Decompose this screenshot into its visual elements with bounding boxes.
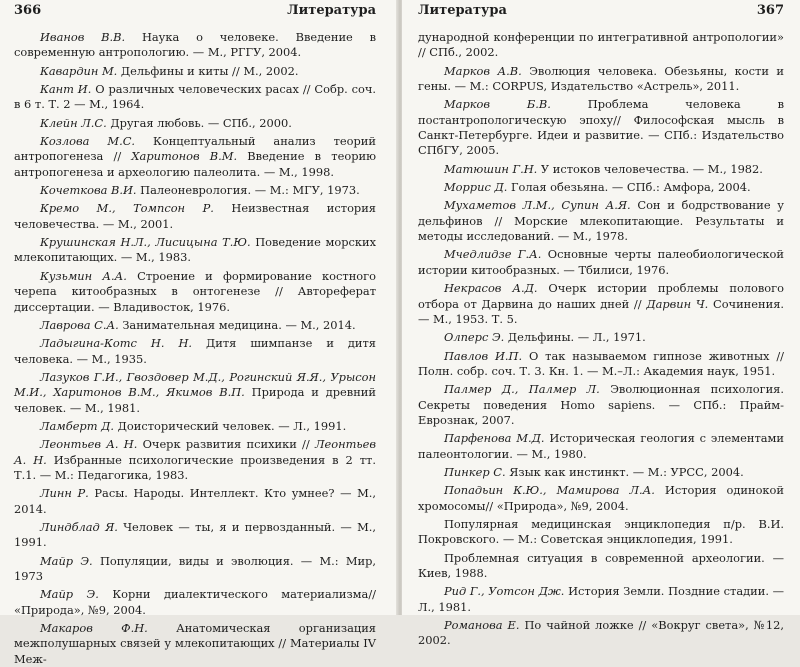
reference-author: Матюшин Г.Н. <box>444 161 538 176</box>
reference-entry <box>14 134 376 180</box>
reference-entry <box>418 64 784 95</box>
reference-text: Дитя шимпанзе и дитя человека. — М., 1935. <box>14 336 376 366</box>
reference-text: Человек — ты, я и первозданный. — М., 1991. <box>14 519 376 550</box>
left-page <box>0 0 398 666</box>
left-page-number: 366 <box>14 3 42 18</box>
reference-entry <box>418 330 784 345</box>
reference-author: Парфенова М.Д. <box>444 431 545 446</box>
reference-entry <box>14 183 376 198</box>
reference-entry <box>14 621 376 667</box>
reference-author: Романова Е. <box>444 618 520 633</box>
reference-text: Сочинения. — М., 1953. Т. 5. <box>418 296 784 326</box>
reference-text: Природа и древний человек. — М., 1981. <box>14 385 376 415</box>
right-page-number: 367 <box>756 3 784 18</box>
reference-text: Популярная медицинская энциклопедия п/р. В.И. Покровского. — М.: Советская энциклопедия, 1991. <box>418 516 784 547</box>
reference-entry <box>418 382 784 428</box>
reference-author: Крушинская Н.Л., Лисицына Т.Ю. <box>40 235 251 250</box>
reference-text: Занимательная медицина. — М., 2014. <box>118 317 356 332</box>
right-page <box>402 0 800 648</box>
reference-author: Кузьмин А.А. <box>40 268 127 283</box>
reference-text: Анатомическая организация межполушарных связей у млекопитающих // Материалы IV Меж- <box>14 621 376 666</box>
reference-author: Лазуков Г.И., Гвоздовер М.Д., Рогинский Я.Я., Урысон М.И., Харитонов В.М., Якимов В.П. <box>14 369 376 400</box>
reference-author: Леонтьев А. Н. <box>40 437 138 452</box>
reference-entry <box>14 116 376 131</box>
left-running-title: Литература <box>287 3 376 18</box>
reference-entry <box>418 584 784 615</box>
reference-author: Некрасов А.Д. <box>444 281 538 296</box>
reference-text: Наука о человеке. Введение в современную антропологию. — М., РГГУ, 2004. <box>14 30 376 60</box>
reference-entry <box>14 30 376 61</box>
reference-entry <box>14 437 376 483</box>
reference-text: Проблема человека в постантропологическую эпоху// Философская мысль в Санкт-Петербурге. Идеи и развитие. — СПб.: Издательство СПбГУ, 2005. <box>418 97 785 158</box>
reference-entry <box>14 419 376 434</box>
reference-entry <box>418 618 784 649</box>
reference-entry <box>14 587 376 618</box>
reference-text: О так называемом гипнозе животных // Полн. собр. соч. Т. 3. Кн. 1. — М.–Л.: Академия наук, 1951. <box>418 348 784 378</box>
right-running-title: Литература <box>418 3 507 18</box>
reference-author: Клейн Л.С. <box>40 115 107 130</box>
left-page-header <box>14 2 376 20</box>
reference-entry <box>14 486 376 517</box>
reference-text: Язык как инстинкт. — М.: УРСС, 2004. <box>505 464 744 479</box>
reference-text: Другая любовь. — СПб., 2000. <box>106 115 292 130</box>
reference-author: Палмер Д., Палмер Л. <box>444 382 600 397</box>
reference-entry <box>14 235 376 266</box>
reference-text: Поведение морских млекопитающих. — М., 1983. <box>14 235 376 265</box>
reference-author: Майр Э. <box>40 553 93 568</box>
reference-author: Козлова М.С. <box>40 134 136 149</box>
reference-author: Леонтьев А. Н. <box>14 437 376 467</box>
reference-text: Доисторический человек. — Л., 1991. <box>114 418 347 433</box>
reference-entry <box>418 517 784 548</box>
reference-author: Ладыгина-Котс Н. Н. <box>40 336 192 351</box>
reference-author: Мухаметов Л.М., Супин А.Я. <box>444 198 631 213</box>
reference-author: Харитонов В.М. <box>131 149 238 164</box>
reference-text: Основные черты палеобиологической истории китообразных. — Тбилиси, 1976. <box>418 247 784 277</box>
reference-text: Эволюционная психология. Секреты поведения Homo sapiens. — СПб.: Прайм-Еврознак, 2007. <box>418 382 784 427</box>
reference-author: Кремо М., Томпсон Р. <box>40 201 214 216</box>
reference-text: Введение в теорию антропогенеза и археологию палеолита. — М., 1998. <box>14 149 376 179</box>
reference-author: Попадьин К.Ю., Мамирова Л.А. <box>444 483 655 498</box>
reference-text: Палеоневрология. — М.: МГУ, 1973. <box>136 183 360 198</box>
reference-text: Очерк развития психики // <box>137 437 315 452</box>
right-reference-list <box>418 64 784 649</box>
reference-entry <box>418 281 784 327</box>
reference-text: Очерк истории проблемы полового отбора от Дарвина до наших дней // <box>418 281 784 311</box>
reference-entry <box>418 465 784 480</box>
reference-entry <box>418 162 784 177</box>
reference-text: Концептуальный анализ теорий антропогенеза // <box>14 134 376 164</box>
reference-author: Линдблад Я. <box>40 519 118 534</box>
reference-text: Строение и формирование костного черепа китообразных в онтогенезе // Автореферат диссертации. — Владивосток, 1976. <box>14 268 376 314</box>
reference-author: Майр Э. <box>40 587 99 602</box>
reference-entry <box>14 201 376 232</box>
reference-entry <box>14 64 376 79</box>
right-page-header <box>418 2 784 20</box>
reference-text: Голая обезьяна. — СПб.: Амфора, 2004. <box>507 180 751 195</box>
reference-entry <box>418 483 784 514</box>
reference-entry <box>418 198 784 244</box>
reference-author: Марков Б.В. <box>444 97 551 112</box>
reference-text: Сон и бодрствование у дельфинов // Морские млекопитающие. Результаты и методы исследований. — М., 1978. <box>418 198 785 244</box>
reference-text: Дельфины. — Л., 1971. <box>504 330 646 345</box>
reference-entry <box>14 318 376 333</box>
reference-entry <box>14 82 376 113</box>
reference-entry <box>418 431 784 462</box>
reference-author: Макаров Ф.Н. <box>40 621 148 636</box>
reference-author: Ламберт Д. <box>40 418 115 433</box>
reference-entry <box>14 269 376 315</box>
reference-author: Кочеткова В.И. <box>40 183 137 198</box>
reference-entry <box>14 554 376 585</box>
reference-text: Дельфины и киты // М., 2002. <box>117 63 299 78</box>
reference-entry <box>418 180 784 195</box>
reference-author: Мчедлидзе Г.А. <box>444 247 542 262</box>
reference-text: О различных человеческих расах // Собр. соч. в 6 т. Т. 2 — М., 1964. <box>14 82 376 112</box>
reference-text: Неизвестная история человечества. — М., 2001. <box>14 201 376 231</box>
reference-author: Кант И. <box>40 82 92 97</box>
reference-text: Историческая геология с элементами палеонтологии. — М., 1980. <box>418 431 784 461</box>
reference-text: Корни диалектического материализма// «Природа», №9, 2004. <box>14 587 376 617</box>
reference-author: Лаврова С.А. <box>40 317 119 332</box>
reference-text: Проблемная ситуация в современной археологии. — Киев, 1988. <box>418 550 784 580</box>
reference-entry <box>14 370 376 416</box>
reference-entry <box>418 247 784 278</box>
reference-author: Павлов И.П. <box>444 348 523 363</box>
reference-entry <box>418 551 784 582</box>
reference-entry <box>418 97 784 158</box>
reference-author: Моррис Д. <box>444 180 508 195</box>
reference-text: Избранные психологические произведения в 2 тт. Т.1. — М.: Педагогика, 1983. <box>14 452 376 482</box>
reference-text: Популяции, виды и эволюция. — М.: Мир, 1973 <box>14 553 376 583</box>
reference-author: Пинкер С. <box>444 464 506 479</box>
reference-author: Рид Г., Уотсон Дж. <box>444 584 565 599</box>
reference-author: Олперс Э. <box>444 330 505 345</box>
reference-text: Расы. Народы. Интеллект. Кто умнее? — М., 2014. <box>14 486 376 516</box>
reference-entry <box>14 336 376 367</box>
continued-reference: дународной конференции по интегративной антропологии» // СПб., 2002. <box>418 30 784 60</box>
reference-author: Иванов В.В. <box>40 30 126 44</box>
reference-author: Линн Р. <box>40 486 89 501</box>
reference-author: Кавардин М. <box>40 63 118 78</box>
reference-text: История Земли. Поздние стадии. — Л., 1981. <box>418 584 784 614</box>
reference-text: История одинокой хромосомы// «Природа», №9, 2004. <box>418 483 785 513</box>
reference-entry <box>418 349 784 380</box>
left-reference-list <box>14 30 376 667</box>
reference-text: Эволюция человека. Обезьяны, кости и гены. — М.: CORPUS, Издательство «Астрель», 2011. <box>418 63 784 94</box>
reference-text: По чайной ложке // «Вокруг света», №12, 2002. <box>418 618 784 648</box>
reference-text: У истоков человечества. — М., 1982. <box>537 161 763 176</box>
reference-author: Марков А.В. <box>444 63 522 78</box>
reference-author: Дарвин Ч. <box>646 296 709 311</box>
reference-entry <box>14 520 376 551</box>
